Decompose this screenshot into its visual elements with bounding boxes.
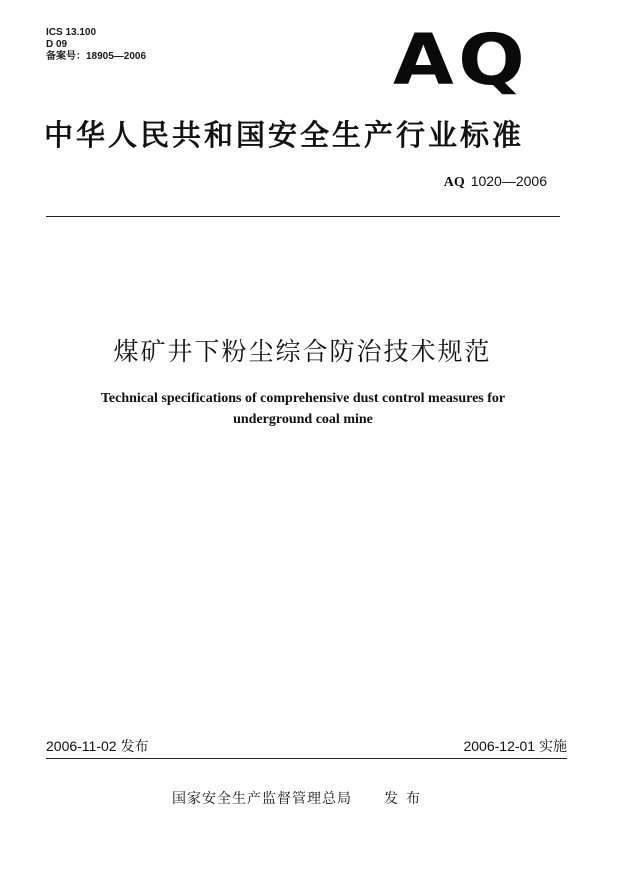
implementation-date: 2006-12-01 实施: [463, 738, 567, 754]
issue-date: 2006-11-02 发布: [46, 738, 149, 754]
standard-code: [444, 172, 547, 192]
document-title-english-line-1: Technical specifications of comprehensive dust control measures for: [100, 391, 506, 406]
standard-code-prefix: AQ: [443, 175, 465, 190]
standard-type-heading: 中华人民共和国安全生产行业标准: [44, 118, 525, 152]
filing-number: 备案号：18905—2006: [46, 51, 147, 62]
standard-code-number: 1020—2006: [470, 173, 547, 189]
ics-number: ICS 13.100: [46, 27, 97, 38]
document-title-chinese: 煤矿井下粉尘综合防治技术规范: [113, 337, 492, 366]
publisher-name: 国家安全生产监督管理总局: [172, 791, 352, 807]
classification-code: D 09: [46, 39, 68, 50]
aq-logo: AQ: [393, 19, 530, 101]
top-divider: [46, 216, 560, 217]
publisher-action: 发布: [384, 791, 428, 807]
document-title-english-line-2: underground coal mine: [233, 412, 373, 427]
publisher-line: [172, 789, 428, 809]
bottom-divider: [46, 758, 567, 759]
